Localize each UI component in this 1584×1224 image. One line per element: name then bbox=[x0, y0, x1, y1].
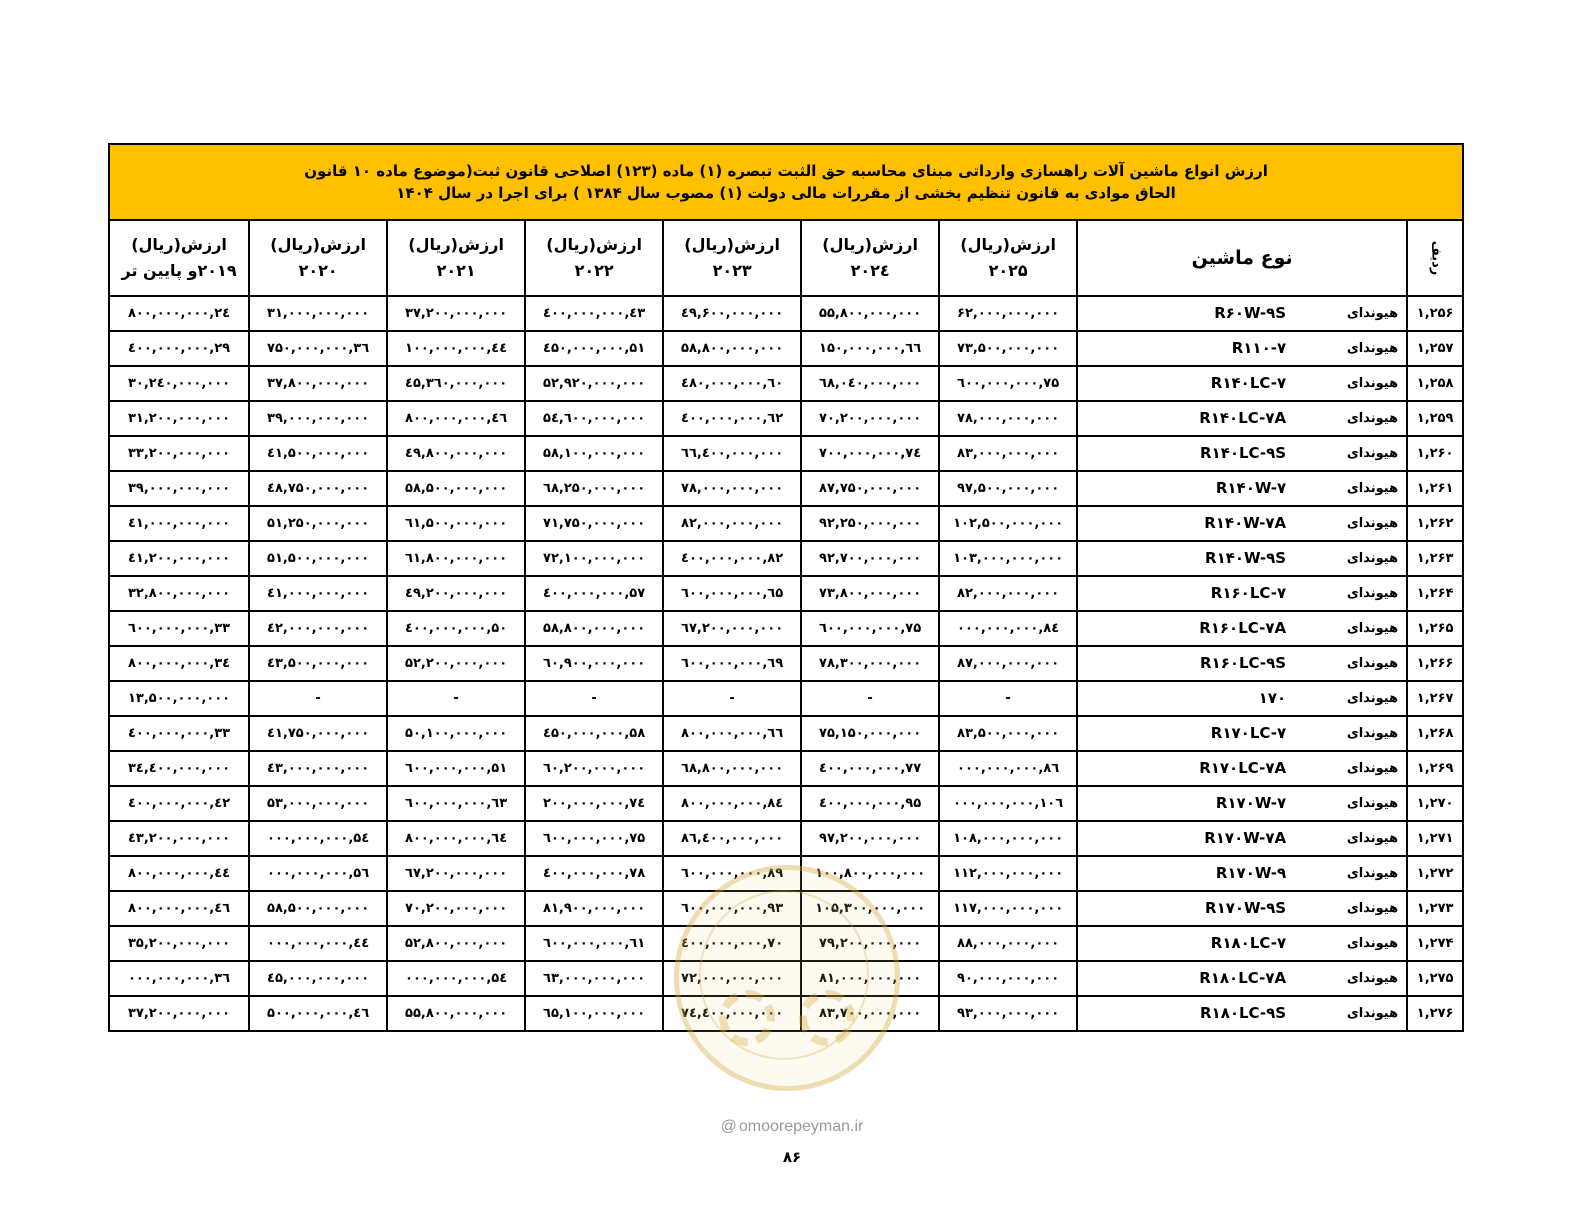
value-cell: ٤۳,٤۰۰,۰۰۰,۰۰۰ bbox=[525, 296, 663, 331]
machine-model: R۱۷۰LC-۷ bbox=[1210, 724, 1287, 742]
value-cell: ۷۹,۲۰۰,۰۰۰,۰۰۰ bbox=[801, 926, 939, 961]
value-cell: ۳۲,۸۰۰,۰۰۰,۰۰۰ bbox=[109, 576, 249, 611]
value-cell: ۷۵,۱۵۰,۰۰۰,۰۰۰ bbox=[801, 716, 939, 751]
value-cell: ٤۳,۰۰۰,۰۰۰,۰۰۰ bbox=[249, 751, 387, 786]
value-cell: ۶۲,۰۰۰,۰۰۰,۰۰۰ bbox=[939, 296, 1077, 331]
table-row bbox=[109, 681, 1463, 716]
value-cell: ۷۰,۲۰۰,۰۰۰,۰۰۰ bbox=[801, 401, 939, 436]
value-cell: ۵٤,۰۰۰,۰۰۰,۰۰۰ bbox=[249, 821, 387, 856]
value-cell: ۸٦,۰۰۰,۰۰۰,۰۰۰ bbox=[939, 751, 1077, 786]
row-index: ۱,۲۶۶ bbox=[1407, 646, 1463, 681]
value-cell: ۹۷,۵۰۰,۰۰۰,۰۰۰ bbox=[939, 471, 1077, 506]
value-cell: ۸۷,۰۰۰,۰۰۰,۰۰۰ bbox=[939, 646, 1077, 681]
value-cell: ٦۸,۰٤۰,۰۰۰,۰۰۰ bbox=[801, 366, 939, 401]
value-cell: ۵۲,۲۰۰,۰۰۰,۰۰۰ bbox=[387, 646, 525, 681]
value-cell: ۱۰۳,۰۰۰,۰۰۰,۰۰۰ bbox=[939, 541, 1077, 576]
value-cell: ۷۲,۱۰۰,۰۰۰,۰۰۰ bbox=[525, 541, 663, 576]
value-cell: ۹۷,۲۰۰,۰۰۰,۰۰۰ bbox=[801, 821, 939, 856]
value-cell: ۳۷,۲۰۰,۰۰۰,۰۰۰ bbox=[387, 296, 525, 331]
machine-value-table bbox=[108, 143, 1464, 1032]
machine-brand: هیوندای bbox=[1346, 411, 1399, 426]
value-cell: ٦۱,۸۰۰,۰۰۰,۰۰۰ bbox=[387, 541, 525, 576]
footer-website[interactable] bbox=[0, 1118, 1584, 1136]
machine-brand: هیوندای bbox=[1346, 866, 1399, 881]
value-cell: ٤٤,۸۰۰,۰۰۰,۰۰۰ bbox=[109, 856, 249, 891]
row-index: ۱,۲۵۷ bbox=[1407, 331, 1463, 366]
value-cell: ۷۵,٦۰۰,۰۰۰,۰۰۰ bbox=[801, 611, 939, 646]
column-header-year-label: ۲۰۲۱ bbox=[436, 261, 476, 280]
row-index: ۱,۲۶۰ bbox=[1407, 436, 1463, 471]
row-index: ۱,۲۶۲ bbox=[1407, 506, 1463, 541]
machine-model: R۱۸۰LC-۹S bbox=[1199, 1004, 1287, 1022]
column-header-value-label: ارزش(ریال) bbox=[684, 235, 780, 254]
footer-website-label: omoorepeyman.ir bbox=[738, 1118, 864, 1135]
value-cell: ۸۳,۰۰۰,۰۰۰,۰۰۰ bbox=[939, 436, 1077, 471]
value-cell: ۷۱,۷۵۰,۰۰۰,۰۰۰ bbox=[525, 506, 663, 541]
value-cell: ٤٦,۸۰۰,۰۰۰,۰۰۰ bbox=[109, 891, 249, 926]
value-cell: ۷۲,۰۰۰,۰۰۰,۰۰۰ bbox=[663, 961, 801, 996]
table-row bbox=[109, 751, 1463, 786]
column-header-value-label: ارزش(ریال) bbox=[270, 235, 366, 254]
machine-brand: هیوندای bbox=[1346, 586, 1399, 601]
machine-model: R۱۸۰LC-۷A bbox=[1199, 969, 1287, 987]
value-cell: ۱۱۷,۰۰۰,۰۰۰,۰۰۰ bbox=[939, 891, 1077, 926]
machine-brand: هیوندای bbox=[1346, 1006, 1399, 1021]
column-header-year bbox=[249, 220, 387, 296]
row-index: ۱,۲۶۸ bbox=[1407, 716, 1463, 751]
value-cell: ٦۵,۱۰۰,۰۰۰,۰۰۰ bbox=[525, 996, 663, 1031]
value-cell: ۷٤,٤۰۰,۰۰۰,۰۰۰ bbox=[663, 996, 801, 1031]
value-cell: ۸۱,۰۰۰,۰۰۰,۰۰۰ bbox=[801, 961, 939, 996]
value-cell: ٦٦,۱۵۰,۰۰۰,۰۰۰ bbox=[801, 331, 939, 366]
value-cell: ٤٦,۸۰۰,۰۰۰,۰۰۰ bbox=[387, 401, 525, 436]
value-cell: ٤۹,۲۰۰,۰۰۰,۰۰۰ bbox=[387, 576, 525, 611]
row-index: ۱,۲۵۹ bbox=[1407, 401, 1463, 436]
value-cell: ۸۸,۰۰۰,۰۰۰,۰۰۰ bbox=[939, 926, 1077, 961]
value-cell: ۳۳,۲۰۰,۰۰۰,۰۰۰ bbox=[109, 436, 249, 471]
machine-model: R۱۴۰LC-۷ bbox=[1210, 374, 1287, 392]
machine-brand: هیوندای bbox=[1346, 691, 1399, 706]
value-cell: ۸۲,۰۰۰,۰۰۰,۰۰۰ bbox=[663, 506, 801, 541]
value-cell: ۵۰,٤۰۰,۰۰۰,۰۰۰ bbox=[387, 611, 525, 646]
value-cell: ٤۱,۰۰۰,۰۰۰,۰۰۰ bbox=[249, 576, 387, 611]
value-cell: ٤۵,۰۰۰,۰۰۰,۰۰۰ bbox=[249, 961, 387, 996]
column-header-year-label: ۲۰۲۵ bbox=[988, 261, 1028, 280]
machine-type-cell bbox=[1077, 576, 1407, 611]
column-header-row bbox=[109, 220, 1463, 296]
row-index: ۱,۲۷۰ bbox=[1407, 786, 1463, 821]
machine-model: R۱۶۰LC-۷A bbox=[1199, 619, 1287, 637]
value-cell: ۵۵,۸۰۰,۰۰۰,۰۰۰ bbox=[387, 996, 525, 1031]
machine-brand: هیوندای bbox=[1346, 306, 1399, 321]
value-cell: ٤۳,۲۰۰,۰۰۰,۰۰۰ bbox=[109, 821, 249, 856]
price-table-sheet bbox=[108, 143, 1462, 1032]
value-cell: ۹۵,٤۰۰,۰۰۰,۰۰۰ bbox=[801, 786, 939, 821]
machine-brand: هیوندای bbox=[1346, 901, 1399, 916]
value-cell: ٤۹,۶۰۰,۰۰۰,۰۰۰ bbox=[663, 296, 801, 331]
row-index: ۱,۲۶۵ bbox=[1407, 611, 1463, 646]
machine-type-cell bbox=[1077, 751, 1407, 786]
column-header-year-label: ۲۰۲۲ bbox=[574, 261, 614, 280]
table-row bbox=[109, 996, 1463, 1031]
value-cell: ٤۹,۸۰۰,۰۰۰,۰۰۰ bbox=[387, 436, 525, 471]
machine-model: R۱۶۰LC-۹S bbox=[1199, 654, 1287, 672]
value-cell: - bbox=[801, 681, 939, 716]
value-cell: ۸۲,۰۰۰,۰۰۰,۰۰۰ bbox=[939, 576, 1077, 611]
row-index: ۱,۲۷۵ bbox=[1407, 961, 1463, 996]
value-cell: ۷۷,٤۰۰,۰۰۰,۰۰۰ bbox=[801, 751, 939, 786]
value-cell: ۹۲,۲۵۰,۰۰۰,۰۰۰ bbox=[801, 506, 939, 541]
column-header-index: ردیف bbox=[1407, 220, 1463, 296]
value-cell: - bbox=[249, 681, 387, 716]
value-cell: ۸۱,۹۰۰,۰۰۰,۰۰۰ bbox=[525, 891, 663, 926]
machine-brand: هیوندای bbox=[1346, 446, 1399, 461]
value-cell: ۷۸,۰۰۰,۰۰۰,۰۰۰ bbox=[939, 401, 1077, 436]
table-row bbox=[109, 471, 1463, 506]
machine-model: R۱۴۰W-۷ bbox=[1215, 479, 1287, 497]
value-cell: ۹۲,۷۰۰,۰۰۰,۰۰۰ bbox=[801, 541, 939, 576]
value-cell: ۸۲,٤۰۰,۰۰۰,۰۰۰ bbox=[663, 541, 801, 576]
value-cell: ۲٤,۸۰۰,۰۰۰,۰۰۰ bbox=[109, 296, 249, 331]
value-cell: ۱۰٦,۰۰۰,۰۰۰,۰۰۰ bbox=[939, 786, 1077, 821]
machine-type-cell bbox=[1077, 296, 1407, 331]
row-index: ۱,۲۷۳ bbox=[1407, 891, 1463, 926]
table-row bbox=[109, 716, 1463, 751]
value-cell: ٦۵,٦۰۰,۰۰۰,۰۰۰ bbox=[663, 576, 801, 611]
machine-brand: هیوندای bbox=[1346, 551, 1399, 566]
value-cell: ۳۹,۰۰۰,۰۰۰,۰۰۰ bbox=[109, 471, 249, 506]
value-cell: ۷۰,۲۰۰,۰۰۰,۰۰۰ bbox=[387, 891, 525, 926]
column-header-year-label: ۲۰۲۰ bbox=[298, 261, 338, 280]
column-header-year bbox=[387, 220, 525, 296]
value-cell: ۵۲,۸۰۰,۰۰۰,۰۰۰ bbox=[387, 926, 525, 961]
row-index: ۱,۲۷۶ bbox=[1407, 996, 1463, 1031]
value-cell: ۷٤,۷۰۰,۰۰۰,۰۰۰ bbox=[801, 436, 939, 471]
value-cell: ۳۵,۲۰۰,۰۰۰,۰۰۰ bbox=[109, 926, 249, 961]
row-index: ۱,۲۶۱ bbox=[1407, 471, 1463, 506]
value-cell: ۱۰۸,۰۰۰,۰۰۰,۰۰۰ bbox=[939, 821, 1077, 856]
value-cell: ٤۱,۷۵۰,۰۰۰,۰۰۰ bbox=[249, 716, 387, 751]
table-row bbox=[109, 331, 1463, 366]
row-index: ۱,۲۷۱ bbox=[1407, 821, 1463, 856]
machine-type-cell bbox=[1077, 961, 1407, 996]
value-cell: ٦۲,٤۰۰,۰۰۰,۰۰۰ bbox=[663, 401, 801, 436]
machine-brand: هیوندای bbox=[1346, 761, 1399, 776]
table-row bbox=[109, 891, 1463, 926]
value-cell: ۳۹,۰۰۰,۰۰۰,۰۰۰ bbox=[249, 401, 387, 436]
column-header-value-label: ارزش(ریال) bbox=[408, 235, 504, 254]
table-row bbox=[109, 926, 1463, 961]
machine-brand: هیوندای bbox=[1346, 831, 1399, 846]
value-cell: ٦٦,٤۰۰,۰۰۰,۰۰۰ bbox=[663, 436, 801, 471]
machine-model: ۱۷۰ bbox=[1258, 689, 1287, 707]
value-cell: ٤٤,۱۰۰,۰۰۰,۰۰۰ bbox=[387, 331, 525, 366]
value-cell: ۸٤,۰۰۰,۰۰۰,۰۰۰ bbox=[939, 611, 1077, 646]
machine-type-cell bbox=[1077, 436, 1407, 471]
value-cell: ٤۱,۵۰۰,۰۰۰,۰۰۰ bbox=[249, 436, 387, 471]
value-cell: ٦۰,۲۰۰,۰۰۰,۰۰۰ bbox=[525, 751, 663, 786]
row-index: ۱,۲۵۸ bbox=[1407, 366, 1463, 401]
row-index: ۱,۲۶۴ bbox=[1407, 576, 1463, 611]
value-cell: ۳۱,۰۰۰,۰۰۰,۰۰۰ bbox=[249, 296, 387, 331]
machine-brand: هیوندای bbox=[1346, 971, 1399, 986]
value-cell: ۷۸,٤۰۰,۰۰۰,۰۰۰ bbox=[525, 856, 663, 891]
value-cell: ۳۷,۲۰۰,۰۰۰,۰۰۰ bbox=[109, 996, 249, 1031]
value-cell: ۱۰۰,۸۰۰,۰۰۰,۰۰۰ bbox=[801, 856, 939, 891]
column-header-value-label: ارزش(ریال) bbox=[131, 235, 227, 254]
row-index: ۱,۲۵۶ bbox=[1407, 296, 1463, 331]
machine-type-cell bbox=[1077, 366, 1407, 401]
value-cell: ۵۸,۵۰۰,۰۰۰,۰۰۰ bbox=[387, 471, 525, 506]
column-header-year bbox=[939, 220, 1077, 296]
value-cell: ۷۳,۸۰۰,۰۰۰,۰۰۰ bbox=[801, 576, 939, 611]
value-cell: - bbox=[525, 681, 663, 716]
machine-type-cell bbox=[1077, 996, 1407, 1031]
table-row bbox=[109, 296, 1463, 331]
column-header-year-label: ۲۰۲٤ bbox=[850, 261, 890, 280]
machine-brand: هیوندای bbox=[1346, 621, 1399, 636]
value-cell: ۵۳,۰۰۰,۰۰۰,۰۰۰ bbox=[249, 786, 387, 821]
machine-type-cell bbox=[1077, 681, 1407, 716]
machine-type-cell bbox=[1077, 331, 1407, 366]
column-header-value-label: ارزش(ریال) bbox=[822, 235, 918, 254]
value-cell: ٦۷,۲۰۰,۰۰۰,۰۰۰ bbox=[663, 611, 801, 646]
value-cell: ۳٦,۷۵۰,۰۰۰,۰۰۰ bbox=[249, 331, 387, 366]
value-cell: ۷۰,٤۰۰,۰۰۰,۰۰۰ bbox=[663, 926, 801, 961]
value-cell: ۱۰۵,۳۰۰,۰۰۰,۰۰۰ bbox=[801, 891, 939, 926]
table-body bbox=[109, 296, 1463, 1031]
machine-model: R۱۴۰LC-۷A bbox=[1199, 409, 1287, 427]
value-cell: ۳٦,۰۰۰,۰۰۰,۰۰۰ bbox=[109, 961, 249, 996]
table-row bbox=[109, 576, 1463, 611]
value-cell: - bbox=[939, 681, 1077, 716]
value-cell: ۸۳,۵۰۰,۰۰۰,۰۰۰ bbox=[939, 716, 1077, 751]
value-cell: ٦۳,۰۰۰,۰۰۰,۰۰۰ bbox=[525, 961, 663, 996]
value-cell: ۷۵,٦۰۰,۰۰۰,۰۰۰ bbox=[939, 366, 1077, 401]
row-index: ۱,۲۶۳ bbox=[1407, 541, 1463, 576]
machine-type-cell bbox=[1077, 926, 1407, 961]
table-row bbox=[109, 506, 1463, 541]
machine-type-cell bbox=[1077, 821, 1407, 856]
value-cell: ۳٤,۸۰۰,۰۰۰,۰۰۰ bbox=[109, 646, 249, 681]
value-cell: ۱۱۲,۰۰۰,۰۰۰,۰۰۰ bbox=[939, 856, 1077, 891]
value-cell: ٤۸,۷۵۰,۰۰۰,۰۰۰ bbox=[249, 471, 387, 506]
column-header-value-label: ارزش(ریال) bbox=[546, 235, 642, 254]
table-title-line-1: ارزش انواع ماشین آلات راهسازی وارداتی مبنای محاسبه حق الثبت تبصره (۱) ماده (۱۲۳) اصلاحی قانون ثبت(موضوع ماده ۱۰ قانون bbox=[304, 162, 1268, 180]
machine-type-cell bbox=[1077, 786, 1407, 821]
machine-brand: هیوندای bbox=[1346, 516, 1399, 531]
row-index: ۱,۲۷۴ bbox=[1407, 926, 1463, 961]
value-cell: ٤٦,۵۰۰,۰۰۰,۰۰۰ bbox=[249, 996, 387, 1031]
machine-type-cell bbox=[1077, 716, 1407, 751]
value-cell: ۱۰۲,۵۰۰,۰۰۰,۰۰۰ bbox=[939, 506, 1077, 541]
value-cell: ۸۷,۷۵۰,۰۰۰,۰۰۰ bbox=[801, 471, 939, 506]
table-row bbox=[109, 436, 1463, 471]
value-cell: ۹۳,٦۰۰,۰۰۰,۰۰۰ bbox=[663, 891, 801, 926]
value-cell: ۷۸,۰۰۰,۰۰۰,۰۰۰ bbox=[663, 471, 801, 506]
machine-brand: هیوندای bbox=[1346, 936, 1399, 951]
column-header-year bbox=[525, 220, 663, 296]
table-row bbox=[109, 541, 1463, 576]
table-row bbox=[109, 646, 1463, 681]
value-cell: ٤۲,۰۰۰,۰۰۰,۰۰۰ bbox=[249, 611, 387, 646]
value-cell: ٤۱,۰۰۰,۰۰۰,۰۰۰ bbox=[109, 506, 249, 541]
value-cell: ۲۹,٤۰۰,۰۰۰,۰۰۰ bbox=[109, 331, 249, 366]
value-cell: ٤۳,۵۰۰,۰۰۰,۰۰۰ bbox=[249, 646, 387, 681]
value-cell: ٦۸,۲۵۰,۰۰۰,۰۰۰ bbox=[525, 471, 663, 506]
value-cell: ۸٦,٤۰۰,۰۰۰,۰۰۰ bbox=[663, 821, 801, 856]
column-header-year-label: ۲۰۱۹و پایین تر bbox=[121, 261, 237, 280]
value-cell: ۵۱,٦۰۰,۰۰۰,۰۰۰ bbox=[387, 751, 525, 786]
value-cell: ۵۱,۵۰۰,۰۰۰,۰۰۰ bbox=[249, 541, 387, 576]
value-cell: - bbox=[387, 681, 525, 716]
value-cell: ٦۸,۸۰۰,۰۰۰,۰۰۰ bbox=[663, 751, 801, 786]
table-row bbox=[109, 786, 1463, 821]
value-cell: ٦۰,۹۰۰,۰۰۰,۰۰۰ bbox=[525, 646, 663, 681]
machine-type-cell bbox=[1077, 401, 1407, 436]
table-row bbox=[109, 821, 1463, 856]
value-cell: ۵۱,۲۵۰,۰۰۰,۰۰۰ bbox=[249, 506, 387, 541]
machine-model: R۱۶۰LC-۷ bbox=[1210, 584, 1287, 602]
value-cell: ٦٤,۸۰۰,۰۰۰,۰۰۰ bbox=[387, 821, 525, 856]
value-cell: ٦۷,۲۰۰,۰۰۰,۰۰۰ bbox=[387, 856, 525, 891]
value-cell: ۵۸,۱۰۰,۰۰۰,۰۰۰ bbox=[525, 436, 663, 471]
machine-brand: هیوندای bbox=[1346, 341, 1399, 356]
machine-type-cell bbox=[1077, 856, 1407, 891]
table-row bbox=[109, 366, 1463, 401]
value-cell: ۵۱,٤۵۰,۰۰۰,۰۰۰ bbox=[525, 331, 663, 366]
at-sign-icon: @ bbox=[720, 1118, 737, 1135]
value-cell: ٤۱,۲۰۰,۰۰۰,۰۰۰ bbox=[109, 541, 249, 576]
value-cell: ۵۰,۱۰۰,۰۰۰,۰۰۰ bbox=[387, 716, 525, 751]
value-cell: ۵٤,۰۰۰,۰۰۰,۰۰۰ bbox=[387, 961, 525, 996]
machine-brand: هیوندای bbox=[1346, 656, 1399, 671]
value-cell: - bbox=[663, 681, 801, 716]
machine-brand: هیوندای bbox=[1346, 481, 1399, 496]
value-cell: ۳۳,٤۰۰,۰۰۰,۰۰۰ bbox=[109, 716, 249, 751]
column-header-machine-type: نوع ماشین bbox=[1077, 220, 1407, 296]
table-title-line-2: الحاق موادی به قانون تنظیم بخشی از مقررات مالی دولت (۱) مصوب سال ۱۳۸۴ ) برای اجرا در سال ۱۴۰۴ bbox=[396, 184, 1176, 202]
column-header-year-label: ۲۰۲۳ bbox=[712, 261, 752, 280]
value-cell: ۵٤,٦۰۰,۰۰۰,۰۰۰ bbox=[525, 401, 663, 436]
value-cell: ۸۹,٦۰۰,۰۰۰,۰۰۰ bbox=[663, 856, 801, 891]
value-cell: ۹۳,۰۰۰,۰۰۰,۰۰۰ bbox=[939, 996, 1077, 1031]
machine-model: R۱۴۰W-۷A bbox=[1204, 514, 1287, 532]
value-cell: ٦٦,۸۰۰,۰۰۰,۰۰۰ bbox=[663, 716, 801, 751]
value-cell: ۷۵,٦۰۰,۰۰۰,۰۰۰ bbox=[525, 821, 663, 856]
table-title bbox=[109, 144, 1463, 220]
value-cell: ۵۲,۹۲۰,۰۰۰,۰۰۰ bbox=[525, 366, 663, 401]
machine-model: R۱۴۰W-۹S bbox=[1205, 549, 1287, 567]
value-cell: ٤٤,۰۰۰,۰۰۰,۰۰۰ bbox=[249, 926, 387, 961]
value-cell: ۵۸,٤۵۰,۰۰۰,۰۰۰ bbox=[525, 716, 663, 751]
value-cell: ٦۱,٦۰۰,۰۰۰,۰۰۰ bbox=[525, 926, 663, 961]
machine-type-cell bbox=[1077, 611, 1407, 646]
machine-model: R۱۸۰LC-۷ bbox=[1210, 934, 1287, 952]
machine-type-cell bbox=[1077, 471, 1407, 506]
value-cell: ۳۱,۲۰۰,۰۰۰,۰۰۰ bbox=[109, 401, 249, 436]
machine-model: R۱۴۰LC-۹S bbox=[1199, 444, 1287, 462]
machine-model: R۱۷۰W-۷ bbox=[1215, 794, 1287, 812]
value-cell: ٤۲,٤۰۰,۰۰۰,۰۰۰ bbox=[109, 786, 249, 821]
machine-type-cell bbox=[1077, 646, 1407, 681]
row-index: ۱,۲۶۹ bbox=[1407, 751, 1463, 786]
machine-type-cell bbox=[1077, 541, 1407, 576]
machine-type-cell bbox=[1077, 891, 1407, 926]
column-header-value-label: ارزش(ریال) bbox=[960, 235, 1056, 254]
value-cell: ۳٤,٤۰۰,۰۰۰,۰۰۰ bbox=[109, 751, 249, 786]
machine-type-cell bbox=[1077, 506, 1407, 541]
value-cell: ۵۸,۸۰۰,۰۰۰,۰۰۰ bbox=[525, 611, 663, 646]
column-header-year bbox=[801, 220, 939, 296]
value-cell: ۳۷,۸۰۰,۰۰۰,۰۰۰ bbox=[249, 366, 387, 401]
value-cell: ۷٤,۲۰۰,۰۰۰,۰۰۰ bbox=[525, 786, 663, 821]
value-cell: ۷۸,۳۰۰,۰۰۰,۰۰۰ bbox=[801, 646, 939, 681]
value-cell: ۸۳,۷۰۰,۰۰۰,۰۰۰ bbox=[801, 996, 939, 1031]
value-cell: ۵۵,۸۰۰,۰۰۰,۰۰۰ bbox=[801, 296, 939, 331]
value-cell: ۳۳,٦۰۰,۰۰۰,۰۰۰ bbox=[109, 611, 249, 646]
value-cell: ۹۰,۰۰۰,۰۰۰,۰۰۰ bbox=[939, 961, 1077, 996]
machine-model: R۶۰W-۹S bbox=[1214, 304, 1287, 322]
machine-brand: هیوندای bbox=[1346, 726, 1399, 741]
machine-model: R۱۱۰-۷ bbox=[1231, 339, 1287, 357]
machine-brand: هیوندای bbox=[1346, 376, 1399, 391]
machine-brand: هیوندای bbox=[1346, 796, 1399, 811]
machine-model: R۱۷۰W-۹S bbox=[1205, 899, 1287, 917]
value-cell: ۵٦,۰۰۰,۰۰۰,۰۰۰ bbox=[249, 856, 387, 891]
value-cell: ۸٤,۸۰۰,۰۰۰,۰۰۰ bbox=[663, 786, 801, 821]
machine-model: R۱۷۰W-۷A bbox=[1204, 829, 1287, 847]
machine-model: R۱۷۰LC-۷A bbox=[1199, 759, 1287, 777]
value-cell: ٦۰,٤۸۰,۰۰۰,۰۰۰ bbox=[663, 366, 801, 401]
value-cell: ٦۱,۵۰۰,۰۰۰,۰۰۰ bbox=[387, 506, 525, 541]
column-header-year bbox=[663, 220, 801, 296]
value-cell: ۷۳,۵۰۰,۰۰۰,۰۰۰ bbox=[939, 331, 1077, 366]
value-cell: ٦۳,٦۰۰,۰۰۰,۰۰۰ bbox=[387, 786, 525, 821]
page-number: ۸۶ bbox=[782, 1148, 802, 1166]
value-cell: ۵۸,۵۰۰,۰۰۰,۰۰۰ bbox=[249, 891, 387, 926]
value-cell: ۱۳,۵۰۰,۰۰۰,۰۰۰ bbox=[109, 681, 249, 716]
column-header-year bbox=[109, 220, 249, 296]
table-row bbox=[109, 611, 1463, 646]
value-cell: ٤۵,۳٦۰,۰۰۰,۰۰۰ bbox=[387, 366, 525, 401]
value-cell: ۳۰,۲٤۰,۰۰۰,۰۰۰ bbox=[109, 366, 249, 401]
value-cell: ٦۹,٦۰۰,۰۰۰,۰۰۰ bbox=[663, 646, 801, 681]
table-row bbox=[109, 401, 1463, 436]
table-row bbox=[109, 961, 1463, 996]
row-index: ۱,۲۷۲ bbox=[1407, 856, 1463, 891]
row-index: ۱,۲۶۷ bbox=[1407, 681, 1463, 716]
table-row bbox=[109, 856, 1463, 891]
value-cell: ۵۷,٤۰۰,۰۰۰,۰۰۰ bbox=[525, 576, 663, 611]
value-cell: ۵۸,۸۰۰,۰۰۰,۰۰۰ bbox=[663, 331, 801, 366]
machine-model: R۱۷۰W-۹ bbox=[1215, 864, 1287, 882]
